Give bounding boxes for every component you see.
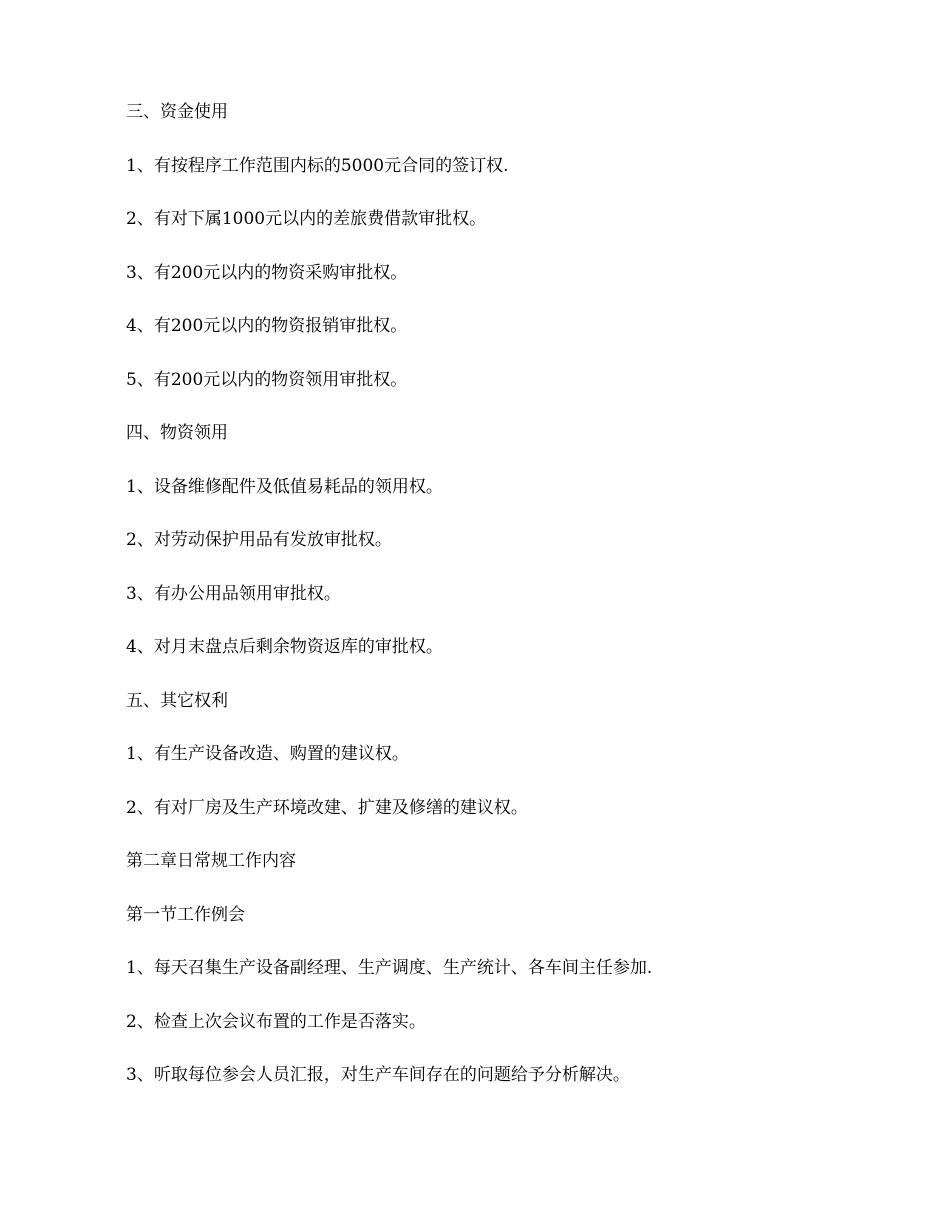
paragraph-rights-item-2: 2、有对厂房及生产环境改建、扩建及修缮的建议权。 [126,797,528,818]
paragraph-materials-item-4: 4、对月末盘点后剩余物资返库的审批权。 [126,637,443,657]
paragraph-materials-item-3: 3、有办公用品领用审批权。 [126,583,341,604]
paragraph-fund-item-3: 3、有200元以内的物资采购审批权。 [126,262,408,283]
paragraph-meeting-item-3: 3、听取每位参会人员汇报，对生产车间存在的问题给予分析解决。 [126,1065,630,1085]
paragraph-fund-item-1: 1、有按程序工作范围内标的5000元合同的签订权. [126,155,509,176]
section-heading-fund-use: 三、资金使用 [126,102,228,122]
paragraph-materials-item-2: 2、对劳动保护用品有发放审批权。 [126,530,392,550]
section-heading-meeting: 第一节工作例会 [126,904,245,925]
paragraph-meeting-item-1: 1、每天召集生产设备副经理、生产调度、生产统计、各车间主任参加. [126,958,653,978]
chapter-heading: 第二章日常规工作内容 [126,851,296,871]
paragraph-rights-item-1: 1、有生产设备改造、购置的建议权。 [126,744,409,764]
paragraph-fund-item-2: 2、有对下属1000元以内的差旅费借款审批权。 [126,209,487,229]
paragraph-fund-item-4: 4、有200元以内的物资报销审批权。 [126,316,408,336]
paragraph-fund-item-5: 5、有200元以内的物资领用审批权。 [126,369,408,390]
paragraph-meeting-item-2: 2、检查上次会议布置的工作是否落实。 [126,1011,426,1032]
paragraph-materials-item-1: 1、设备维修配件及低值易耗品的领用权。 [126,476,443,497]
section-heading-materials: 四、物资领用 [126,423,228,443]
document-body [126,98,846,1115]
section-heading-other-rights: 五、其它权利 [126,690,228,711]
